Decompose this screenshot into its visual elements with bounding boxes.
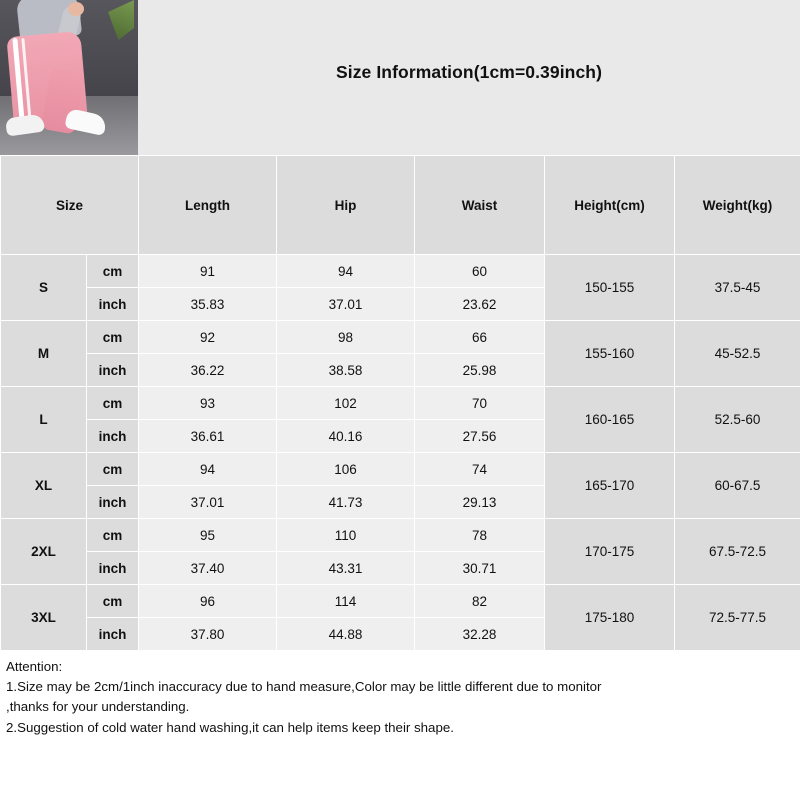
- cell-weight: 60-67.5: [675, 453, 800, 519]
- table-row: [1, 519, 800, 552]
- header-cell-weight: Weight(kg): [675, 156, 800, 255]
- cell-unit-cm: cm: [87, 585, 139, 618]
- cell-unit-cm: cm: [87, 453, 139, 486]
- cell-unit-cm: cm: [87, 519, 139, 552]
- cell-size-label: L: [1, 387, 87, 453]
- cell-waist-cm: 60: [415, 255, 545, 288]
- cell-height: 175-180: [545, 585, 675, 651]
- cell-height: 160-165: [545, 387, 675, 453]
- cell-height: 165-170: [545, 453, 675, 519]
- cell-waist-inch: 30.71: [415, 552, 545, 585]
- cell-unit-inch: inch: [87, 420, 139, 453]
- table-header-row: [1, 156, 800, 255]
- cell-hip-cm: 94: [277, 255, 415, 288]
- header-cell-hip: Hip: [277, 156, 415, 255]
- cell-height: 155-160: [545, 321, 675, 387]
- cell-length-cm: 96: [139, 585, 277, 618]
- cell-hip-cm: 114: [277, 585, 415, 618]
- table-row: [1, 255, 800, 288]
- cell-size-label: XL: [1, 453, 87, 519]
- cell-length-inch: 37.80: [139, 618, 277, 651]
- model-hand: [68, 2, 84, 16]
- header-band: [0, 0, 800, 155]
- cell-waist-cm: 66: [415, 321, 545, 354]
- cell-length-inch: 37.01: [139, 486, 277, 519]
- cell-unit-cm: cm: [87, 255, 139, 288]
- cell-length-cm: 94: [139, 453, 277, 486]
- cell-size-label: 3XL: [1, 585, 87, 651]
- cell-hip-inch: 40.16: [277, 420, 415, 453]
- cell-size-label: 2XL: [1, 519, 87, 585]
- cell-weight: 67.5-72.5: [675, 519, 800, 585]
- cell-unit-inch: inch: [87, 486, 139, 519]
- cell-hip-inch: 44.88: [277, 618, 415, 651]
- cell-waist-cm: 70: [415, 387, 545, 420]
- cell-unit-cm: cm: [87, 387, 139, 420]
- cell-hip-cm: 98: [277, 321, 415, 354]
- attention-line-1: 1.Size may be 2cm/1inch inaccuracy due to hand measure,Color may be little different due to monitor: [6, 679, 602, 695]
- header-cell-size: Size: [1, 156, 139, 255]
- header-cell-waist: Waist: [415, 156, 545, 255]
- cell-unit-inch: inch: [87, 354, 139, 387]
- cell-hip-inch: 37.01: [277, 288, 415, 321]
- table-row: [1, 585, 800, 618]
- header-title-wrap: [138, 0, 800, 155]
- table-row: [1, 387, 800, 420]
- cell-waist-cm: 74: [415, 453, 545, 486]
- cell-height: 170-175: [545, 519, 675, 585]
- cell-hip-cm: 106: [277, 453, 415, 486]
- cell-length-inch: 35.83: [139, 288, 277, 321]
- attention-title: Attention:: [6, 659, 63, 674]
- header-cell-height: Height(cm): [545, 156, 675, 255]
- cell-length-cm: 93: [139, 387, 277, 420]
- cell-length-inch: 36.61: [139, 420, 277, 453]
- attention-line-2: ,thanks for your understanding.: [6, 699, 190, 715]
- cell-waist-inch: 32.28: [415, 618, 545, 651]
- product-photo: [0, 0, 138, 155]
- cell-unit-inch: inch: [87, 288, 139, 321]
- cell-waist-inch: 29.13: [415, 486, 545, 519]
- cell-weight: 52.5-60: [675, 387, 800, 453]
- cell-waist-cm: 82: [415, 585, 545, 618]
- cell-unit-cm: cm: [87, 321, 139, 354]
- page-title: Size Information(1cm=0.39inch): [335, 62, 603, 82]
- cell-waist-inch: 23.62: [415, 288, 545, 321]
- cell-waist-cm: 78: [415, 519, 545, 552]
- cell-size-label: S: [1, 255, 87, 321]
- attention-line-3: 2.Suggestion of cold water hand washing,it can help items keep their shape.: [6, 719, 454, 735]
- cell-hip-inch: 41.73: [277, 486, 415, 519]
- cell-length-inch: 37.40: [139, 552, 277, 585]
- cell-weight: 37.5-45: [675, 255, 800, 321]
- cell-hip-inch: 43.31: [277, 552, 415, 585]
- cell-weight: 45-52.5: [675, 321, 800, 387]
- cell-waist-inch: 25.98: [415, 354, 545, 387]
- size-table: [0, 155, 800, 651]
- cell-height: 150-155: [545, 255, 675, 321]
- cell-length-cm: 91: [139, 255, 277, 288]
- cell-unit-inch: inch: [87, 618, 139, 651]
- attention-block: [0, 651, 800, 738]
- table-row: [1, 321, 800, 354]
- cell-length-cm: 92: [139, 321, 277, 354]
- cell-weight: 72.5-77.5: [675, 585, 800, 651]
- table-row: [1, 453, 800, 486]
- cell-hip-cm: 102: [277, 387, 415, 420]
- cell-waist-inch: 27.56: [415, 420, 545, 453]
- cell-length-cm: 95: [139, 519, 277, 552]
- cell-size-label: M: [1, 321, 87, 387]
- header-cell-length: Length: [139, 156, 277, 255]
- cell-hip-cm: 110: [277, 519, 415, 552]
- cell-hip-inch: 38.58: [277, 354, 415, 387]
- cell-unit-inch: inch: [87, 552, 139, 585]
- cell-length-inch: 36.22: [139, 354, 277, 387]
